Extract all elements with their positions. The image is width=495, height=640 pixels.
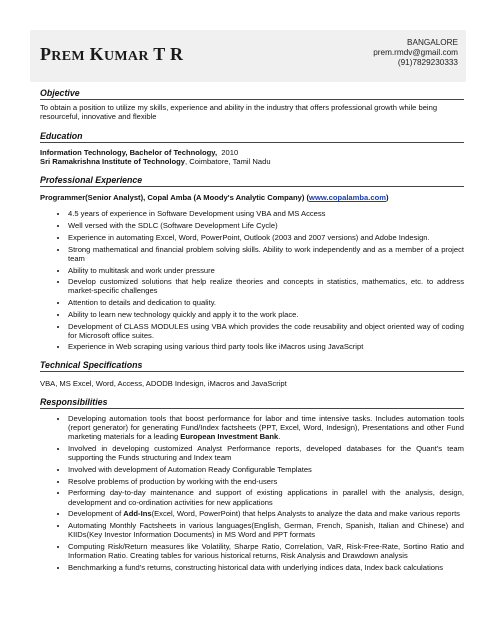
education-year: 2010 [221, 147, 239, 157]
list-item: • Attention to details and dedication to quality. [68, 298, 464, 307]
list-item: • Benchmarking a fund's returns, constructing historical data with underlying indices data, Index back calculations [68, 563, 464, 572]
list-item: • Computing Risk/Return measures like Volatility, Sharpe Ratio, Correlation, VaR, Risk-Free-Rate, Sortino Ratio and Information Ratio. Creating tables for various historical returns, Risk Analysis and Drawdown analysis [68, 542, 464, 560]
education-school: Sri Ramakrishna Institute of Technology [40, 156, 186, 166]
technical-text: VBA, MS Excel, Word, Access, ADODB Indesign, iMacros and JavaScript [40, 378, 287, 388]
responsibilities-bullet-list [40, 414, 464, 572]
list-item: • Involved with development of Automation Ready Configurable Templates [68, 465, 464, 474]
list-item: • Resolve problems of production by working with the end-users [68, 477, 464, 486]
contact-block [373, 38, 458, 68]
education-school-line [40, 157, 464, 166]
contact-phone: (91)7829230333 [397, 58, 458, 67]
resume-header [30, 30, 466, 82]
education-section [40, 131, 464, 167]
list-item: • Ability to multitask and work under pressure [68, 266, 464, 275]
list-item: • Well versed with the SDLC (Software Development Life Cycle) [68, 221, 464, 230]
section-title-education: Education [40, 131, 464, 143]
list-item: • Developing automation tools that boost performance for labor and time intensive tasks. Includes automation tools (report generator) for generating Fund/Index factsheets (PPT, Excel, Word, Indesign), Presentations and other Fund marketing materials for a leading European Investment Bank. [68, 414, 464, 442]
objective-text: To obtain a position to utilize my skills, experience and ability in the industry that offers professional growth while being resourceful, innovative and flexible [40, 103, 438, 122]
list-item: • 4.5 years of experience in Software Development using VBA and MS Access [68, 209, 464, 218]
experience-role: Programmer(Senior Analyst), Copal Amba (A Moody's Analytic Company) (www.copalamba.com) [40, 193, 389, 203]
experience-bullet-list [40, 209, 464, 351]
section-title-experience: Professional Experience [40, 175, 464, 187]
technical-section [40, 360, 464, 388]
list-item: • Ability to learn new technology quickly and apply it to the work place. [68, 310, 464, 319]
section-title-technical: Technical Specifications [40, 360, 464, 372]
candidate-name: PREM KUMAR T R [40, 44, 184, 64]
responsibilities-section [40, 397, 464, 572]
company-website-link[interactable]: www.copalamba.com [309, 193, 386, 203]
list-item: • Development of CLASS MODULES using VBA which provides the code reusability and object oriented way of coding for Microsoft office suites. [68, 322, 464, 340]
education-degree-line [40, 148, 464, 157]
list-item: • Develop customized solutions that help realize theories and concepts in statistics, mathematics, etc. to address market-specific challenges [68, 277, 464, 295]
resume-content [40, 84, 464, 574]
list-item: • Experience in automating Excel, Word, PowerPoint, Outlook (2003 and 2007 versions) and Adobe Indesign. [68, 233, 464, 242]
section-title-objective: Objective [40, 88, 464, 100]
education-location: , Coimbatore, Tamil Nadu [185, 156, 271, 166]
education-degree: Information Technology, Bachelor of Technology, [40, 147, 218, 157]
experience-section [40, 175, 464, 351]
list-item: • Performing day-to-day maintenance and support of existing applications in parallel with the analysis, design, development and co-ordination activities for new applications [68, 488, 464, 506]
list-item: • Automating Monthly Factsheets in various languages(English, German, French, Spanish, Italian and Chinese) and KIIDs(Key Investor Information Documents) in MS Word and PPT formats [68, 521, 464, 539]
objective-section [40, 88, 464, 122]
list-item: • Experience in Web scraping using various third party tools like iMacros using JavaScript [68, 342, 464, 351]
section-title-responsibilities: Responsibilities [40, 397, 464, 409]
list-item: • Development of Add-Ins(Excel, Word, PowerPoint) that helps Analysts to analyze the data and make various reports [68, 509, 464, 518]
contact-email[interactable]: prem.rmdv@gmail.com [373, 48, 458, 57]
list-item: • Strong mathematical and financial problem solving skills. Ability to work independently and as a member of a project team [68, 245, 464, 263]
contact-location: BANGALORE [407, 38, 458, 47]
list-item: • Involved in developing customized Analyst Performance reports, developed databases for the Quant's team supporting the Funds structuring and Index team [68, 444, 464, 462]
